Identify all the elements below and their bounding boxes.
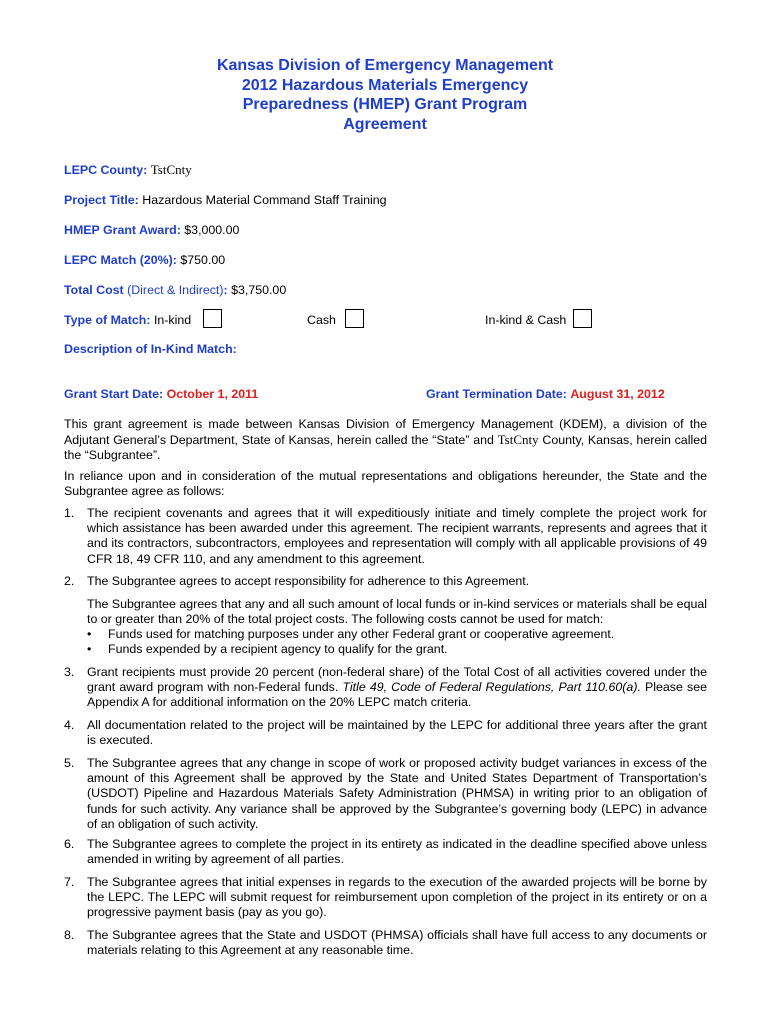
clause-text: All documentation related to the project will be maintained by the LEPC for additional three years after the grant is executed. <box>87 718 707 748</box>
total-cost-label: Total Cost <box>64 283 124 297</box>
clause-4 <box>64 718 707 748</box>
project-title-field <box>64 193 387 208</box>
clause-number: 1. <box>64 506 75 520</box>
cash-checkbox[interactable] <box>345 309 364 328</box>
clause-number: 2. <box>64 574 75 588</box>
intro-text-a: This grant agreement is made between Kansas Division of Emergency Management (KDEM), a division of the Adjutant General’s Department, State of Kansas, herein called the “State” and <box>64 417 707 448</box>
clause-number: 3. <box>64 665 75 679</box>
clause-number: 7. <box>64 875 75 889</box>
intro-text-b: County, Kansas, herein called the “Subgrantee”. <box>64 433 707 463</box>
clause-3-text-a: Grant recipients must provide 20 percent (non-federal share) of the Total Cost of all activities covered under the grant award program with non-Federal funds. <box>87 665 707 695</box>
lepc-county-value[interactable]: TstCnty <box>150 162 192 177</box>
document-title <box>0 56 770 134</box>
grant-end-date <box>426 387 665 402</box>
description-label[interactable]: Description of In-Kind Match: <box>64 342 237 356</box>
lepc-match-field <box>64 253 225 268</box>
intro-paragraph-1 <box>64 417 707 464</box>
grant-start-date <box>64 387 258 402</box>
title-line-3: Preparedness (HMEP) Grant Program <box>242 96 528 114</box>
title-line-2: 2012 Hazardous Materials Emergency <box>241 76 529 94</box>
type-inkind-label: In-kind <box>153 313 192 327</box>
project-title-value[interactable]: Hazardous Material Command Staff Training <box>142 193 387 207</box>
intro-paragraph-2: In reliance upon and in consideration of the mutual representations and obligations hereunder, the State and the Subgrantee agree as follows: <box>64 469 707 499</box>
clause-text: The Subgrantee agrees that any change in scope of work or proposed activity budget variances in excess of the amount of this Agreement shall be approved by the State and United States Department of Transportation’s (USDOT) Pipeline and Hazardous Materials Safety Administration (PHMSA) in writing prior to an obligation of funds for such activity. Any variance shall be approved by the Subgrantee’s governing body (LEPC) in advance of an obligation of such activity. <box>87 756 707 831</box>
clause-text <box>87 665 707 711</box>
clause-3 <box>64 665 707 711</box>
bullet-dot: • <box>87 642 92 656</box>
clause-number: 4. <box>64 718 75 732</box>
clause-number: 5. <box>64 756 75 770</box>
title-line-1: Kansas Division of Emergency Management <box>216 57 554 74</box>
clause-2 <box>64 574 707 589</box>
title-line-4: Agreement <box>343 115 427 133</box>
grant-award-field <box>64 223 239 238</box>
clause-1 <box>64 506 707 567</box>
clause-number: 6. <box>64 837 75 851</box>
clause-number: 8. <box>64 928 75 942</box>
project-title-label: Project Title: <box>64 193 139 207</box>
clause-text: The Subgrantee agrees that initial expenses in regards to the execution of the awarded projects will be borne by the LEPC. The LEPC will submit request for reimbursement upon completion of the project in its entirety or on a progressive payment basis (pay as you go). <box>87 875 707 920</box>
intro-county: TstCnty <box>497 432 539 448</box>
description-field <box>64 342 237 357</box>
grant-award-value[interactable]: $3,000.00 <box>184 223 240 237</box>
clause-6 <box>64 837 707 867</box>
total-cost-value[interactable]: $3,750.00 <box>231 283 287 297</box>
clause-text: The Subgrantee agrees that the State and USDOT (PHMSA) officials shall have full access to any documents or materials relating to this Agreement at any reasonable time. <box>87 928 707 958</box>
bullet-text: Funds expended by a recipient agency to qualify for the grant. <box>108 642 448 656</box>
type-inkind-cash-label: In-kind & Cash <box>485 313 567 327</box>
bullet-item <box>87 642 448 657</box>
lepc-match-value[interactable]: $750.00 <box>180 253 226 267</box>
clause-text: The Subgrantee agrees to complete the project in its entirety as indicated in the deadline specified above unless amended in writing by agreement of all parties. <box>87 837 707 867</box>
clause-2-detail: The Subgrantee agrees that any and all such amount of local funds or in-kind services or materials shall be equal to or greater than 20% of the total project costs. The following costs cannot be used for match: <box>87 597 707 627</box>
type-cash-label: Cash <box>307 313 336 327</box>
clause-text: The Subgrantee agrees to accept responsibility for adherence to this Agreement. <box>87 574 530 588</box>
clause-8 <box>64 928 707 958</box>
clause-5 <box>64 756 707 832</box>
bullet-text: Funds used for matching purposes under any other Federal grant or cooperative agreement. <box>108 627 615 641</box>
total-cost-qualifier: (Direct & Indirect) <box>127 283 224 297</box>
clause-3-reference: Title 49, Code of Federal Regulations, Part 110.60(a). <box>342 680 641 695</box>
type-of-match-field <box>64 313 191 328</box>
bullet-dot: • <box>87 627 92 641</box>
grant-start-label: Grant Start Date: <box>64 387 164 401</box>
grant-end-label: Grant Termination Date: <box>426 387 567 401</box>
grant-start-value: October 1, 2011 <box>166 387 259 401</box>
clause-3-text-b: Please see Appendix A for additional information on the 20% LEPC match criteria. <box>87 680 707 710</box>
inkind-checkbox[interactable] <box>203 309 222 328</box>
lepc-county-label: LEPC County: <box>64 163 148 177</box>
grant-award-label: HMEP Grant Award: <box>64 223 181 237</box>
total-cost-field <box>64 283 286 298</box>
clause-text: The recipient covenants and agrees that it will expeditiously initiate and timely complete the project work for which assistance has been awarded under this agreement. The recipient warrants, represents and agrees that it and its contractors, subcontractors, employees and representation will comply with all applicable provisions of 49 CFR 18, 49 CFR 110, and any amendment to this agreement. <box>87 506 707 566</box>
clause-7 <box>64 875 707 921</box>
lepc-county-field <box>64 162 192 178</box>
grant-end-value: August 31, 2012 <box>570 387 665 401</box>
type-of-match-label: Type of Match: <box>64 313 151 327</box>
total-cost-colon: : <box>223 283 228 297</box>
lepc-match-label: LEPC Match (20%): <box>64 253 177 267</box>
bullet-item <box>87 627 614 642</box>
inkind-cash-checkbox[interactable] <box>573 309 592 328</box>
